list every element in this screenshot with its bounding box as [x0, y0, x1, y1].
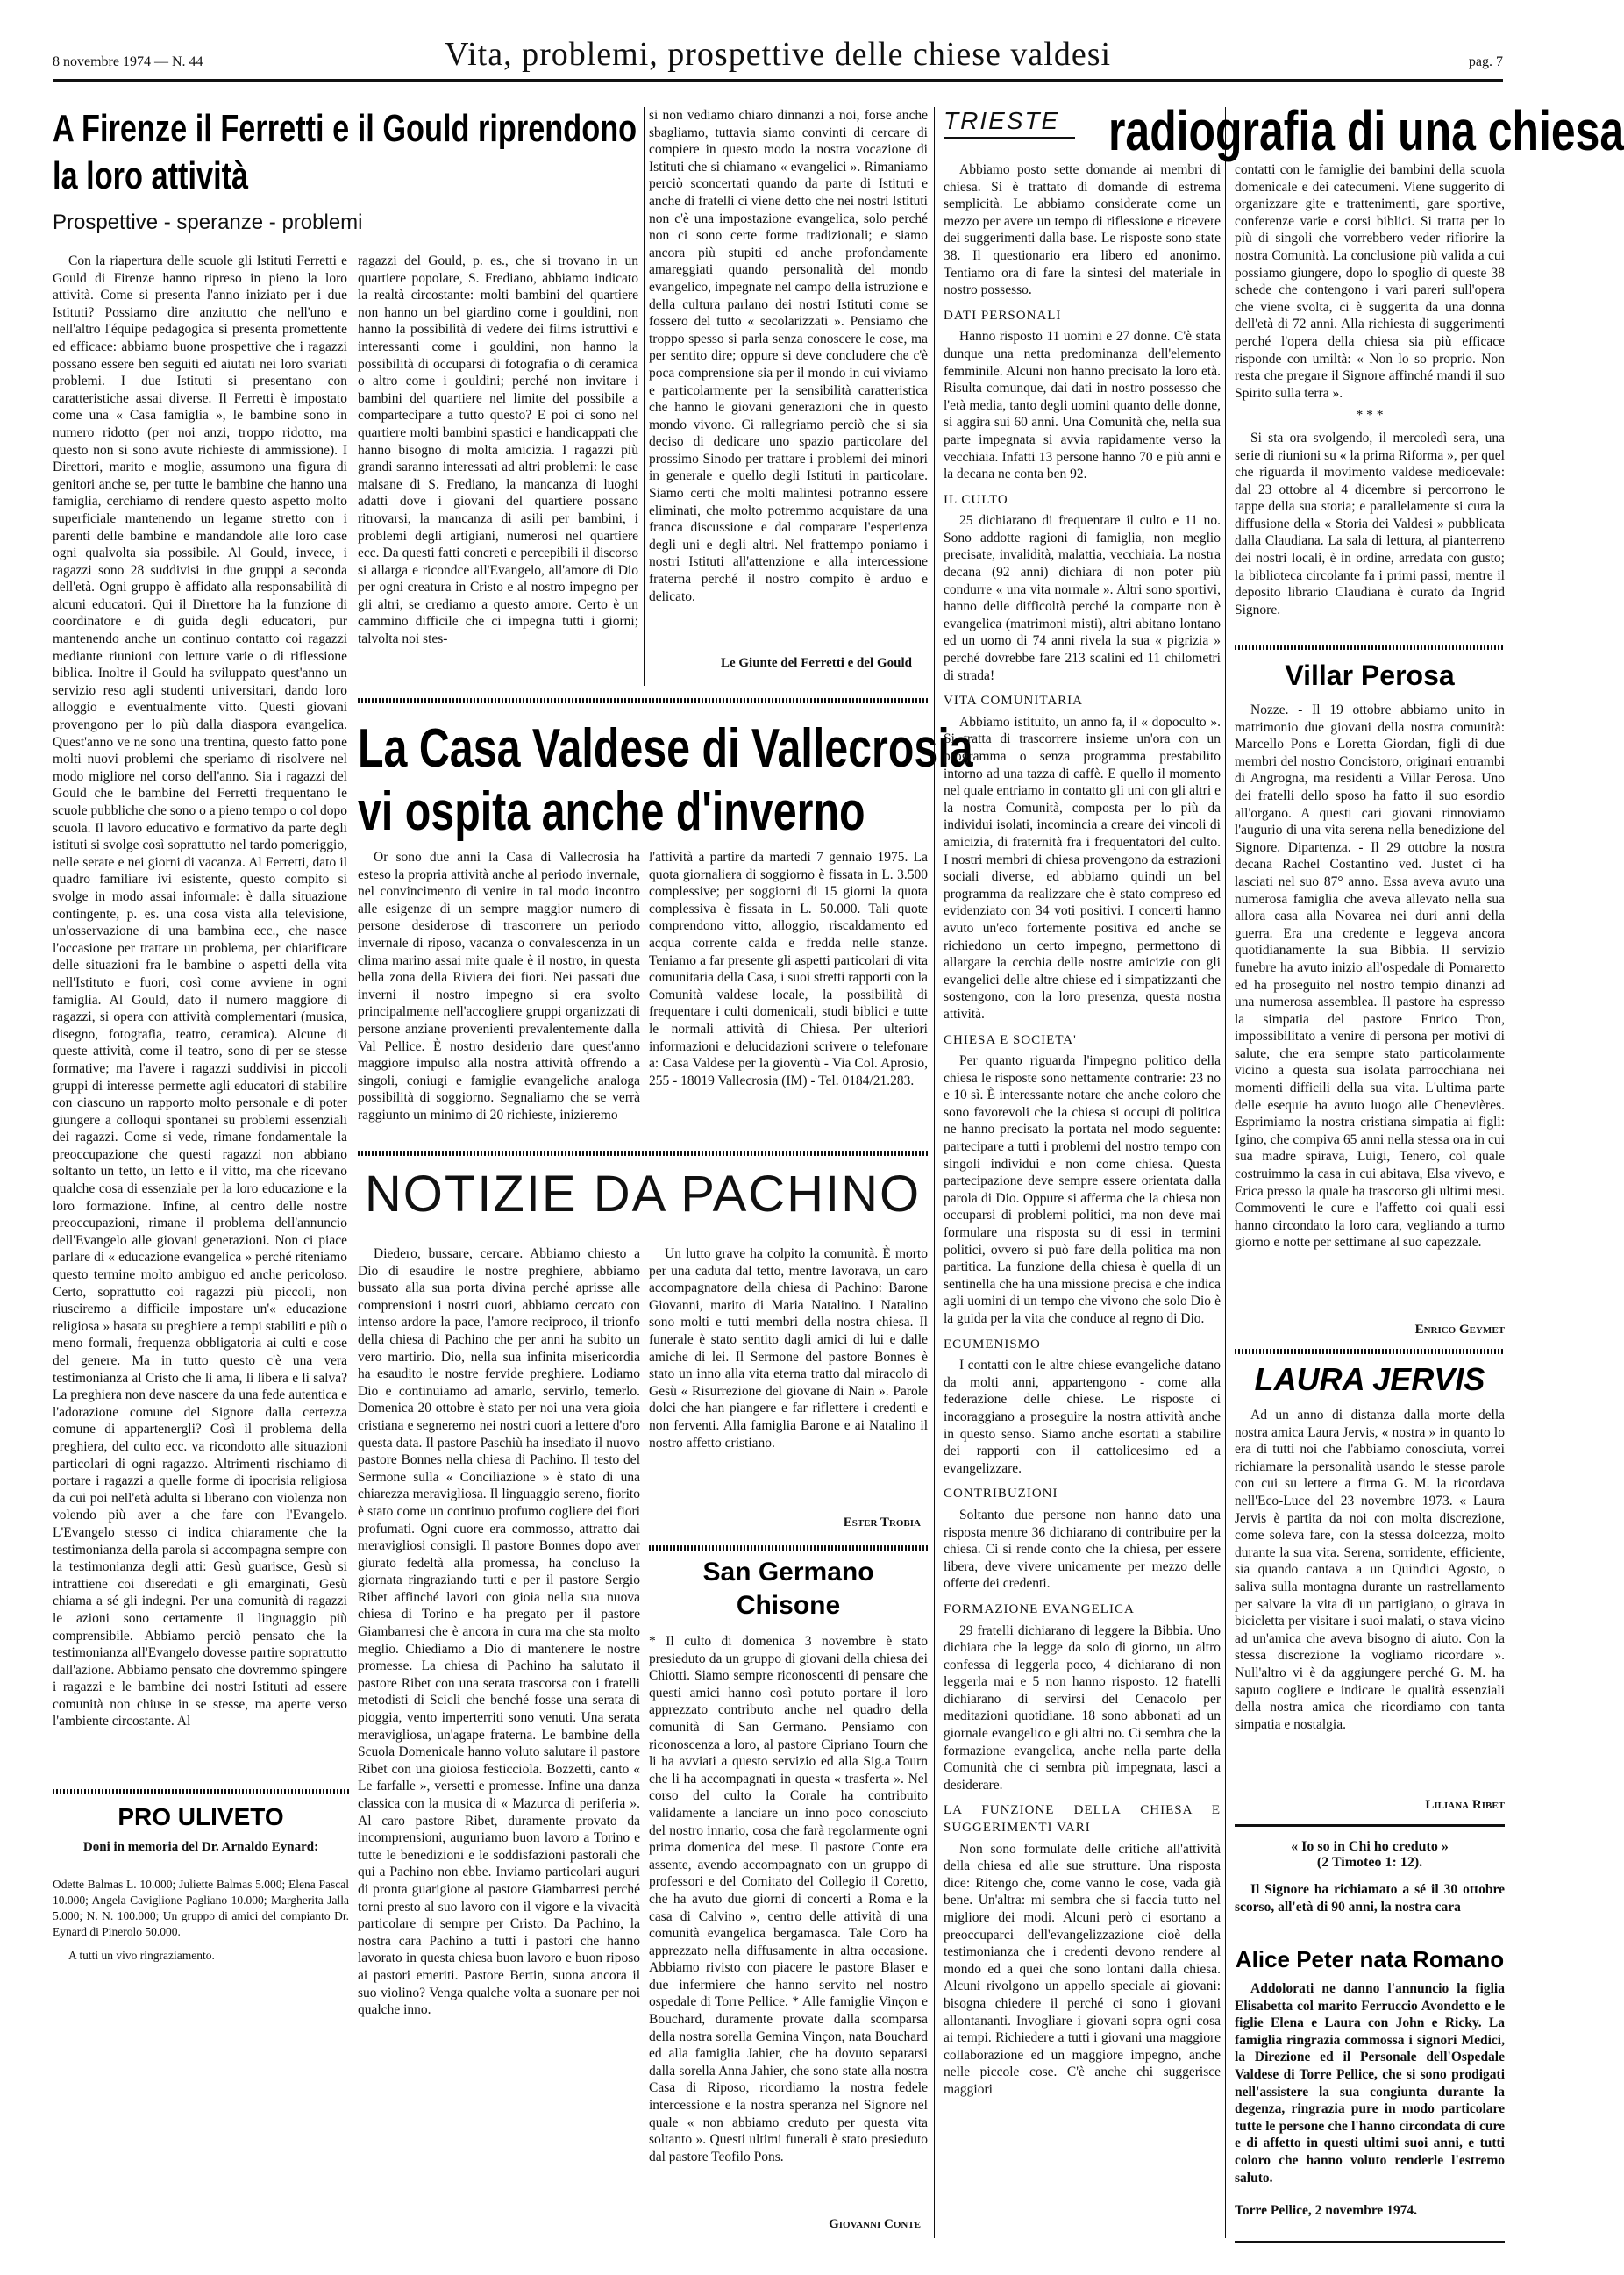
trieste-contribuzioni: Soltanto due persone non hanno dato una risposta mentre 36 dichiarano di contribuire per la chiesa. Ci si rende conto che la chiesa, per essere libera, deve vivere unicamente per mezzo delle offerte dei credenti. [944, 1507, 1221, 1592]
firenze-col-3 [649, 107, 928, 651]
section-rule [649, 1545, 928, 1551]
laura-text [1235, 1407, 1505, 1793]
obituary-intro [1235, 1881, 1505, 1937]
laura-text-body: Ad un anno di distanza dalla morte della nostra amica Laura Jervis, « nostra » in quanto lo era di tutti noi che l'abbiamo conosciuta, vorrei richiamare la personalità usando le stesse parole con cui su lettere a firma G. M. la ricordava nell'Eco-Luce del 23 novembre 1973. « Laura Jervis è partita da noi con molta discrezione, come soleva fare, con la stessa dolcezza, molto durante la sua vita. Serena, sorridente, efficiente, sia quando cantava a un Quindici Agosto, o saliva sulla montagna durante un rastrellamento per salvare la vita di un partigiano, o girava in bicicletta per visitare i suoi malati, o stava vicino ad un'amica che aveva bisogno di aiuto. Con la stessa discrezione la vogliamo ricordare ». Null'altro vi è da aggiungere perché G. M. ha saputo cogliere e indicare le qualità essenziali della nostra amica che ricordiamo con tanta simpatia e nostalgia. [1235, 1408, 1505, 1732]
obituary-intro-text: Il Signore ha richiamato a sé il 30 ottobre scorso, all'età di 90 anni, la nostra cara [1235, 1882, 1505, 1915]
firenze-col-2-text: ragazzi del Gould, p. es., che si trovano in un quartiere popolare, S. Frediano, abbiamo indicato la realtà circostante: molti bambini del quartiere non hanno un bel giardino come i gouldini, non hanno la possibilità di vedere dei films istruttivi e interessanti come i gouldini, non hanno la possibilità di occuparsi di fotografia o di ceramica o altro come i gouldini; perché non invitare i bambini del quartiere nel limite del possibile a compartecipare a tutto questo? E poi ci sono nel quartiere molti bambini spastici e handicappati che hanno bisogno di molta amicizia. I ragazzi più grandi saranno interessati ad altri problemi: le case malsane di S. Frediano, la mancanza di luoghi adatti dove i giovani del quartiere possano ritrovarsi, la mancanza di asili per bambini, i problemi degli artigiani, numerosi nel quartiere ecc. Da questi fatti concreti e percepibili il discorso si allarga e ricondce all'Evangelo, all'amore di Dio per ogni creatura in Cristo e al nostro impegno per gli altri, se crediamo a questo amore. Certo è un cammino difficile che ci impegna tutti i giorni; talvolta noi stes- [358, 253, 638, 647]
uliveto-thanks: A tutti un vivo ringraziamento. [68, 1949, 215, 1962]
col-divider [644, 107, 645, 686]
trieste-dati: Hanno risposto 11 uomini e 27 donne. C'è stata dunque una netta predominanza dell'elemento femminile. Alcuni non hanno precisato la loro età. Risulta comunque, dai dati in nostro possesso che l'età media, tanto degli uomini quanto delle donne, si aggira sui 60 anni. Una Comunità che, nella sua parte impegnata si avvia rapidamente verso la vecchiaia. Infatti 13 persone hanno 70 e più anni e la decana ne conta ben 92. [944, 329, 1221, 482]
masthead [53, 26, 1503, 82]
pachino-col-1 [358, 1245, 640, 2241]
trieste-funzione: Non sono formulate delle critiche all'attività della chiesa ed alle sue strutture. Una risposta dice: Ritengo che, come vanno le cose, vada già bene. Un'altra: mi sembra che si faccia tutto nel migliore dei modi. Alcuni però ci esortano a preoccuparci dell'evangelizzazione cioè della testimonianza che i credenti devono rendere al mondo ed a quei che sono lontani dalla chiesa. Alcuni rivolgono un appello speciale ai giovani: bisogna chiedere il perché ci sono i giovani allontananti. Invogliare i giovani sopra ogni cosa ai tempi. Richiedere a tutti i giovani una maggiore collaborazione ed un maggiore impegno, anche nelle piccole cose. C'è anche chi suggerisce maggiori [944, 1841, 1221, 2097]
firenze-signature: Le Giunte del Ferretti e del Gould [720, 656, 912, 670]
verse-line-1: « Io so in Chi ho creduto » [1291, 1839, 1449, 1854]
trieste-ecumenismo: I contatti con le altre chiese evangeliche datano da molti anni, appartengono - come alla federazione delle chiese. Le risposte ci incoraggiano a proseguire la nostra attività anche in questo senso. Siamo anche esortati a stabilire dei rapporti con il cattolicesimo ed a evangelizzare. [944, 1358, 1221, 1476]
laura-signature: Liliana Ribet [1425, 1798, 1505, 1812]
section-rule [358, 698, 928, 703]
trieste-col-2-text: contatti con le famiglie dei bambini della scuola domenicale e dei catecumeni. Viene suggerito di organizzare gite e trattenimenti, gare sportive, conferenze varie e corsi biblici. Si tratta per lo più di singoli che vorrebbero veder rifiorire la nostra Comunità. La conclusione più valida a cui possiamo giungere, dopo lo spoglio di queste 38 schede che contengono i vari pareri sull'opera che viene svolta, ci è suggerita da una donna dell'età di 72 anni. Alla richiesta di suggerimenti perché l'opera della chiesa sia più efficace risponde con umiltà: « Non lo so proprio. Non resta che pregare il Signore affinché mandi il suo Spirito sulla terra ». [1235, 162, 1505, 401]
obituary-text [1235, 1980, 1505, 2200]
uliveto-list-text: Odette Balmas L. 10.000; Juliette Balmas 5.000; Elena Pascal 10.000; Angela Caviglione Pagliano 10.000; Margherita Jalla 5.000; N. N. 100.000; Un gruppo di amici del compianto Dr. Eynard di Pinerolo 50.000. [53, 1878, 349, 1938]
trieste-label [944, 107, 1075, 139]
uliveto-list [53, 1877, 349, 1991]
obituary-name: Alice Peter nata Romano [1235, 1946, 1505, 1972]
pachino-headline: NOTIZIE DA PACHINO [364, 1166, 922, 1223]
obituary-box [1235, 1824, 1505, 2243]
obituary-text-body: Addolorati ne danno l'annuncio la figlia Elisabetta col marito Ferruccio Avondetto e le figlie Elena e Laura con John e Ricky. La famiglia ringrazia commossa i signori Medici, la Direzione ed il Personale dell'Ospedale Valdese di Torre Pellice, che si sono prodigati nell'assistere la sua congiunta durante la degenza, ringrazia pure in modo particolare tutte le persone che l'hanno circondata di cure e di affetto in questi ultimi suoi anni, e tutti coloro che hanno voluto renderle l'estremo saluto. [1235, 1981, 1505, 2186]
firenze-col-2 [358, 253, 638, 675]
pachino-col-2-text: Un lutto grave ha colpito la comunità. È morto per una caduta dal tetto, mentre lavorava, un caro accompagnatore della chiesa di Pachino: Barone Giovanni, marito di Maria Natalino. I Natalino sono molti e tutti membri della nostra chiesa. Il funerale è stato sentito dagli amici di lui e dalle amiche di lei. Il Sermone del pastore Bonnes è stato un inno alla vita eterna tratto dal miracolo di Gesù « Risurrezione del giovane di Nain ». Parole dolci che han piangere e far riflettere i credenti e non ferventi. Alla famiglia Barone e ai Natalino il nostro affetto cristiano. [649, 1246, 928, 1451]
san-germano-title-2: Chisone [736, 1591, 841, 1620]
trieste-col-2b-text: Si sta ora svolgendo, il mercoledì sera, una serie di riunioni su « la prima Riforma », per quel che riguarda il movimento valdese medioevale: dal 23 ottobre al 4 dicembre si percorrono le tappe della sua storia; e parallelamente si cura la diffusione della « Storia dei Valdesi » pubblicata dalla Claudiana. La sala di lettura, al pianterreno dei nostri locali, è in ordine, arredata con gusto; la biblioteca circolante fa i primi passi, mentre il deposito librario Claudiana è curato da Ingrid Signore. [1235, 430, 1505, 617]
section-rule [1235, 1349, 1505, 1354]
trieste-head-ecumenismo: ECUMENISMO [944, 1337, 1041, 1351]
laura-title: LAURA JERVIS [1254, 1361, 1485, 1397]
firenze-subhead: Prospettive - speranze - problemi [53, 210, 363, 234]
villar-title: Villar Perosa [1285, 660, 1455, 691]
trieste-head-chiesa: CHIESA E SOCIETA' [944, 1032, 1077, 1047]
trieste-col-1 [944, 161, 1221, 2240]
villar-signature: Enrico Geymet [1414, 1323, 1505, 1337]
section-rule [358, 1151, 928, 1156]
villar-text-body: Nozze. - Il 19 ottobre abbiamo unito in matrimonio due giovani della nostra comunità: Marcello Pons e Loretta Giordan, figli di due membri del nostro Concistoro, originari entrambi di Angrogna, ma residenti a Villar Perosa. Uno dei fratelli dello sposo ha fatto il suo esordio all'organo. A questi cari giovani rinnoviamo l'augurio di una vita serena nella benedizione del Signore. Dipartenza. - Il 29 ottobre la nostra decana Rachel Costantino ved. Justet ci ha lasciati nel suo 87° anno. Essa aveva avuto una numerosa famiglia che aveva allevato nella sua allora casa alla Novarea nei duri anni della guerra. Era una credente e leggeva ancora quotidianamente la sua Bibbia. Il servizio funebre ha avuto inizio all'ospedale di Pomaretto ed ha proseguito nel nostro tempio dinanzi ad una numerosa assemblea. Il pastore ha espresso la simpatia del pastore Enrico Tron, impossibilitato a venire di persona per motivi di salute, che era sempre stato particolarmente vicino a questa sua isolata parrocchiana nei momenti difficili della sua vita. L'ultima parte delle esequie ha avuto luogo alle Chenevières. Esprimiamo la nostra cristiana simpatia ai figli: Igino, che compiva 65 anni nella stessa ora in cui sua madre spirava, Luigi, Tenero, col quale costruimmo la casa in cui abitava, Elsa vivevo, e Erica presso la quale ha trascorso gli ultimi mesi. Commoventi le cure e l'affetto coi quali essi hanno circondato la loro cara, vegliando a turno giorno e notte per settimane al suo capezzale. [1235, 702, 1505, 1251]
section-rule [53, 1789, 349, 1794]
trieste-head-vita: VITA COMUNITARIA [944, 694, 1084, 709]
trieste-culto: 25 dichiarano di frequentare il culto e 11 no. Sono addotte ragioni di famiglia, non meglio precisate, invalidità, malattia, vecchiaia. La nostra decana (92 anni) dichiara di non poter più condurre « una vita normale ». Altri sono sportivi, hanno delle difficoltà perché la comparte non è evangelica (matrimoni misti), altri abitano lontano ed un uomo di 74 anni rivela la sua « pigrizia » perché dovrebbe fare 213 scalini ed 11 chilometri di strada! [944, 513, 1221, 683]
trieste-head-dati: DATI PERSONALI [944, 308, 1062, 323]
firenze-headline-1: A Firenze il Ferretti e il Gould riprendono [53, 107, 637, 150]
trieste-label-text: TRIESTE [944, 107, 1060, 134]
trieste-vita: Abbiamo istituito, un anno fa, il « dopoculto ». Si tratta di trascorrere insieme un'ora con un programma o senza programma prestabilito intorno ad una tazza di caffè. E quello il momento nel quale entriamo in contatto gli uni con gli altri e la nostra Comunità, composta per lo più da individui isolati, incomincia a creare dei vincoli di amicizia, di fraternità fra i frequentatori del culto. I nostri membri di chiesa provengono da estrazioni sociali diverse, ed abbiamo quindi un bel programma da realizzare che è stato compreso ed evidenziato con 34 voti positivi. I concerti hanno avuto un'eco fortemente positiva ed anche se richiedono un certo impegno, permettono di allargare la cerchia delle nostre amicizie con gli evangelici delle altre chiese ed i simpatizzanti che sostengono, con la loro presenza, questa nostra attività. [944, 714, 1221, 1022]
firenze-col-1 [53, 253, 347, 1783]
firenze-col-3-text: si non vediamo chiaro dinnanzi a noi, forse anche sbagliamo, tuttavia siamo convinti di cercare di compiere in questo modo la nostra vocazione di Istituti che si chiamano « evangelici ». Rimaniamo perciò sconcertati quando da parte di Istituti e anche di fratelli ci viene detto che nei nostri Istituti non c'è una impostazione evangelica, solo perché non ci sono certe forme tradizionali; e siamo ancora più stupiti ed anche profondamente amareggiati quando personalità del mondo evangelico, impegnate nel campo della istruzione e della cultura parlano dei nostri Istituti come se fossero del tutto « secolarizzati ». Pensiamo che troppo spesso si parla senza conoscere le cose, ma per sentito dire; oppure si deve concludere che c'è poca comprensione sia per il mondo in cui viviamo e particolarmente per la sensibilità caratteristica che hanno le giovani generazioni che in questo mondo vivono. Ci rallegriamo perciò che si sia deciso di dedicare uno spazio particolare del prossimo Sinodo per trattare i problemi dei minori in generale e quello degli Istituti in particolare. Siamo certi che molti malintesi potranno essere eliminati, che molto potremmo acquistare da una franca discussione e dal comparare l'esperienza degli uni e degli altri. Nel frattempo poniamo i nostri Istituti all'attenzione e alla intercessione fraterna perché il nostro compito è arduo e delicato. [649, 108, 928, 604]
san-germano-title-1: San Germano [702, 1558, 874, 1587]
obituary-date: Torre Pellice, 2 novembre 1974. [1235, 2203, 1418, 2218]
vallecrosia-col-1-text: Or sono due anni la Casa di Vallecrosia ha esteso la propria attività anche al periodo invernale, nel convincimento di venire in tal modo incontro alle esigenze di un sempre maggior numero di persone desiderose di trascorrere un periodo invernale di riposo, vacanza o convalescenza in un clima marino assai mite quale è il nostro, in questa bella zona della Riviera dei fiori. Nei passati due inverni il nostro impegno si era svolto principalmente nell'accogliere gruppi organizzati di persone anziane provenienti prevalentemente dalla Val Pellice. È nostro desiderio dare quest'anno maggiore impulso alla nostra attività offrendo a singoli, coniugi e famiglie evangeliche analoga possibilità di soggiorno. Segnaliamo che se verrà raggiunto un minimo di 20 richieste, inizieremo [358, 850, 640, 1123]
trieste-stars: * * * [1356, 408, 1384, 424]
vallecrosia-col-2 [649, 849, 928, 1141]
firenze-col-1-text: Con la riapertura delle scuole gli Istituti Ferretti e Gould di Firenze hanno ripreso in pieno la loro attività. Come si presenta l'anno iniziato per i due Istituti? Possiamo dire anzitutto che nell'uno e nell'altro l'équipe pedagogica si presenta promettente ed efficace: abbiamo buone prospettive che i ragazzi possano essere ben seguiti ed aiutati nei loro svariati problemi. I due Istituti si presentano con caratteristiche assai diverse. Il Ferretti è impostato come una « Casa famiglia », le bambine sono in numero ridotto (per noi anzi, troppo ridotto, ma questo non si sono avute richieste di ammissione). I Direttori, marito e moglie, assumono una figura di genitori anche se, per tutte le bambine che hanno una famiglia, cerchiamo di rendere questo aspetto molto superficiale mantenendo un legame stretto con i parenti delle bambine e mandandole alle loro case ogni qualvolta sia possibile. Al Gould, invece, i ragazzi sono 28 suddivisi in due gruppi a seconda dell'età. Ogni gruppo è affidato alla responsabilità di alcuni educatori. Qui il Direttore ha la funzione di coordinatore e di guida degli educatori, pur mantenendo anche un continuo contatto coi ragazzi mediante riunioni con letture varie o di riflessione biblica. Inoltre il Gould ha sviluppato quest'anno un servizio reso agli studenti universitari, dando loro alloggio e eventualmente vitto. Questi giovani provengono per lo più dalla diaspora evangelica. Quest'anno ve ne sono una trentina, questo fatto pone molti nuovi problemi che speriamo di risolvere nel modo migliore nel corso dell'anno. Sia i ragazzi del Gould che le bambine del Ferretti frequentano le scuole pubbliche che sono o a pieno tempo o col dopo scuola. Il lavoro educativo e formativo da parte degli istituti si svolge così soprattutto nel tardo pomeriggio, nelle serate e nei giorni di vacanza. Al Ferretti, dato il quadro familiare ivi esistente, questo compito si svolge in modo assai informale: è dalla situazione contingente, p. es. una cosa vista alla televisione, un'osservazione di una bambina ecc., che nasce l'occasione per trattare un problema, per chiarificare delle situazioni fra le bambine o aspetti della vita nell'Istituto e fuori, così come avviene in ogni famiglia. Al Gould, dato il numero maggiore di ragazzi, si opera con attività complementari (musica, disegno, fotografia, teatro, ceramica). Alcune di queste attività, come il teatro, sono di per se stesse formative; ma l'avere i ragazzi suddivisi in piccoli gruppi di interesse permette agli educatori di stabilire con ciascuno un rapporto molto personale e di poter giungere a colloqui spontanei su problemi essenziali dei ragazzi. Come si vede, rimane fondamentale la preoccupazione che questi ragazzi non abbiano soltanto un tetto, un letto e il vitto, ma che ricevano qualche cosa di essenziale per la loro educazione e la loro formazione. Infine, al centro delle nostre preoccupazioni, rimane il problema dell'annuncio dell'Evangelo alle giovani generazioni. Non ci piace parlare di « educazione evangelica » perché riteniamo questo termine molto ambiguo ed anche pericoloso. Certo, soprattutto coi ragazzi più piccoli, non riusciremo a difficile impostare un'« educazione religiosa » basata su preghiere a tempi stabiliti e più o meno formali, frequenza obbligatoria ai culti e cose del genere. Ma in tutto questo c'è una vera testimonianza al Cristo che li ama, li libera e li salva? La preghiera non deve nascere da una fede autentica e l'adorazione comune del Signore dalla certezza comune di appartenergli? Così il problema della preghiera, del culto ecc. va ricondotto alle situazioni particolari di ogni ragazzo. Altrimenti rischiamo di portare i ragazzi a quelle forme di ipocrisia religiosa da cui poi nell'età adulta si liberano con violenza non volendo più aver a che fare con l'Evangelo. L'Evangelo stesso ci indica chiaramente che la testimonianza della parola si accompagna sempre con la testimonianza degli atti: Gesù guarisce, Gesù si intrattiene coi diseredati e gli emarginati, Gesù chiama a sé gli indegni. Per una comunità di ragazzi le azioni sono certamente il linguaggio più comprensibile. Abbiamo perciò pensato che la testimonianza all'Evangelo dovesse partire soprattutto dall'azione. Abbiamo pensato che dovremmo spingere i ragazzi e le bambine dei nostri Istituti ad essere comunità non chiuse in se stesse, ma aperte verso l'ambiente circostante. Al [53, 253, 347, 1729]
trieste-headline: radiografia di una chiesa [1108, 99, 1624, 162]
uliveto-subtitle: Doni in memoria del Dr. Arnaldo Eynard: [82, 1840, 319, 1854]
trieste-col-2 [1235, 161, 1505, 635]
trieste-formazione: 29 fratelli dichiarano di leggere la Bibbia. Uno dichiara che la legge da solo di giorno, un altro confessa di leggerla poco, 4 dichiarano di non leggerla mai e 5 non hanno risposto. 12 fratelli dichiarano di servirsi del Cenacolo per meditazioni quotidiane. 18 sono abbonati ad un giornale evangelico e gli altri no. Ci sembra che la formazione evangelica, anche nella parte della Comunità che ci sembra più impegnata, lasci a desiderare. [944, 1622, 1221, 1793]
vallecrosia-headline-1: La Casa Valdese di Vallecrosia [358, 718, 973, 779]
section-rule [1235, 645, 1505, 650]
vallecrosia-col-2-text: l'attività a partire da martedì 7 gennaio 1975. La quota giornaliera di soggiorno è fissata in L. 3.500 complessive; per soggiorni di 15 giorni la quota complessiva è fissata in L. 50.000. Tali quote comprendono vitto, alloggio, riscaldamento ed acqua corrente calda e fredda nelle stanze. Teniamo a far presente gli aspetti particolari di vita comunitaria della Casa, i suoi stretti rapporti con la Comunità valdese locale, la possibilità di frequentare i culti domenicali, studi biblici e tutte le normali attività di Chiesa. Per ulteriori informazioni e delucidazioni scrivere o telefonare a: Casa Valdese per la gioventù - Via Col. Aprosio, 255 - 18019 Vallecrosia (IM) - Tel. 0184/21.283. [649, 850, 928, 1088]
san-germano-text [649, 1633, 928, 2212]
vallecrosia-col-1 [358, 849, 640, 1141]
vallecrosia-headline-2: vi ospita anche d'inverno [358, 781, 865, 842]
verse-line-2: (2 Timoteo 1: 12). [1316, 1855, 1423, 1870]
issue-date: 8 novembre 1974 — N. 44 [53, 54, 203, 69]
page-number: pag. 7 [1468, 54, 1503, 69]
trieste-head-contribuzioni: CONTRIBUZIONI [944, 1487, 1058, 1501]
trieste-head-formazione: FORMAZIONE EVANGELICA [944, 1601, 1135, 1616]
page-title: Vita, problemi, prospettive delle chiese valdesi [444, 36, 1112, 73]
col-divider [934, 107, 935, 2238]
san-germano-text-body: * Il culto di domenica 3 novembre è stato presieduto da un gruppo di giovani della chiesa dei Chiotti. Siamo sempre riconoscenti di pensare che questi amici hanno così potuto portare il loro apprezzato contributo anche nel quadro della comunità di San Germano. Pensiamo con riconoscenza a loro, al pastore Cipriano Tourn che li ha avviati a questo servizio ed alla Sig.a Tourn che li ha accompagnati in questa « trasferta ». Nel corso del culto la Corale ha contribuito validamente a lanciare un inno poco conosciuto del nostro innario, cosa che farà regolarmente ogni prima domenica del mese. Il pastore Conte era assente, avendo accompagnato con un gruppo di professori e del Comitato del Collegio il Coretto, che ha avuto due giorni di concerti a Roma e la casa di Calvino », centro delle attività di una comunità evangelica bergamasca. Tale Coro ha apprezzato nella diffusamente in altra occasione. Abbiamo rivisto con piacere le pastore Blaser e due infermiere che hanno servito nel nostro ospedale di Torre Pellice. * Alle famiglie Vinçon e Bouchard, duramente provate dalla scomparsa della nostra sorella Gemina Vinçon, nata Bouchard ed alla famiglia Jahier, che ha dovuto separarsi dalla sorella Anna Jahier, che sono state alla nostra Casa di Riposo, ricordiamo la nostra fedele intercessione e la nostra speranza nel Signore nel quale « non abbiamo creduto per questa vita soltanto ». Questi ultimi funerali è stato presieduto dal pastore Teofilo Pons. [649, 1634, 928, 2164]
col-divider [1225, 107, 1226, 2238]
pachino-col-1-text: Diedero, bussare, cercare. Abbiamo chiesto a Dio di esaudire le nostre preghiere, abbiamo bussato alla sua porta divina perché aprisse alle comprensioni i nostri cuori, abbiamo cercato con intenso ardore la pace, l'amore reciproco, il trionfo della chiesa di Pachino che per anni ha subito un vero martirio. Dio, nella sua infinita misericordia ha esaudito le nostre fervide preghiere. Lodiamo Dio e continuiamo ad amarlo, servirlo, temerlo. Domenica 20 ottobre è stato per noi una vera gioia cristiana e segneremo nei nostri cuori a lettere d'oro questa data. Il pastore Paschiù ha insediato il nuovo pastore Bonnes nella chiesa di Pachino. Il testo del Sermone sulla « Conciliazione » è stato di una chiarezza meravigliosa. Il linguaggio sereno, fiorito è stato come un continuo profumo cogliere dei fiori profumati. Ogni cuore era commosso, attratto dai meravigliosi consigli. Il pastore Bonnes dopo aver giurato fedeltà alla promessa, ha concluso la giornata ringraziando tutti e per il pastore Sergio Ribet affinché lavori con gioia nella sua nuova chiesa di Torino e ha pregato per il pastore Giambarresi che è ancora in cura ma che sta molto meglio. Chiediamo a Dio di mantenere le nostre promesse. La chiesa di Pachino ha salutato il pastore Ribet con una serata trascorsa con i fratelli metodisti di Scicli che benché fosse una serata di pioggia, vento imperterriti sono venuti. Una serata meravigliosa, un'agape fraterna. Le bambine della Scuola Domenicale hanno voluto salutare il pastore Ribet con una gioiosa festicciola. Bozzetti, canto « Le farfalle », versetti e promesse. Infine una danza classica con la musica di « Mazurca di periferia ». Al caro pastore Ribet, duramente provato da incomprensioni, auguriamo buon lavoro a Torino e tutte le benedizioni e le soddisfazioni pastorali che qui a Pachino non ebbe. Inviamo particolari auguri di pronta guarigione al pastore Giambarresi perché torni presto al suo lavoro con il vigore e la vivacità particolare di sempre per Cristo. Da Pachino, la nostra cara Pachino a tutti i pastori che hanno lavorato in questa chiesa buon lavoro e buon riposo ai pastori emeriti. Pastore Bertin, suona ancora il suo violino? Venga qualche volta a suonare per noi qualche inno. [358, 1246, 640, 2018]
san-germano-signature: Giovanni Conte [829, 2217, 921, 2231]
uliveto-title: PRO ULIVETO [118, 1803, 284, 1830]
trieste-chiesa: Per quanto riguarda l'impegno politico della chiesa le risposte sono nettamente contrarie: 23 no e 10 sì. È interessante notare che anche coloro che sono favorevoli che la chiesa si occupi di politica ne hanno precisato la portata nel modo seguente: partecipare a tutti i problemi del nostro tempo con singoli individui e non come chiesa. Questa partecipazione deve sempre essere orientata dalla parola di Dio. Oppure si afferma che la chiesa non occuparsi di problemi politici, ma non deve mai formulare una risposta su di essi in termini politici, ovvero si può fare della politica ma non partitica. La funzione della chiesa è quella di un sentinella che ha una missione precisa e che indica agli uomini di un tempo che vivono che solo Dio è la guida per la vita che conduce al regno di Dio. [944, 1053, 1221, 1326]
trieste-head-funzione: LA FUNZIONE DELLA CHIESA E SUGGERIMENTI VARI [944, 1803, 1221, 1836]
pachino-col-2 [649, 1245, 928, 1508]
pachino-signature: Ester Trobia [843, 1515, 921, 1530]
villar-text [1235, 702, 1505, 1316]
trieste-head-culto: IL CULTO [944, 492, 1008, 507]
trieste-intro: Abbiamo posto sette domande ai membri di chiesa. Si è trattato di domande di estrema semplicità. Le abbiamo considerate come un mezzo per avere un tempo di riflessione e ricevere dei suggerimenti dalla base. Le risposte sono state 38. Il questionario era libero ed anonimo. Tentiamo ora di fare la sintesi del materiale in nostro possesso. [944, 162, 1221, 298]
firenze-headline-2: la loro attività [53, 154, 249, 197]
